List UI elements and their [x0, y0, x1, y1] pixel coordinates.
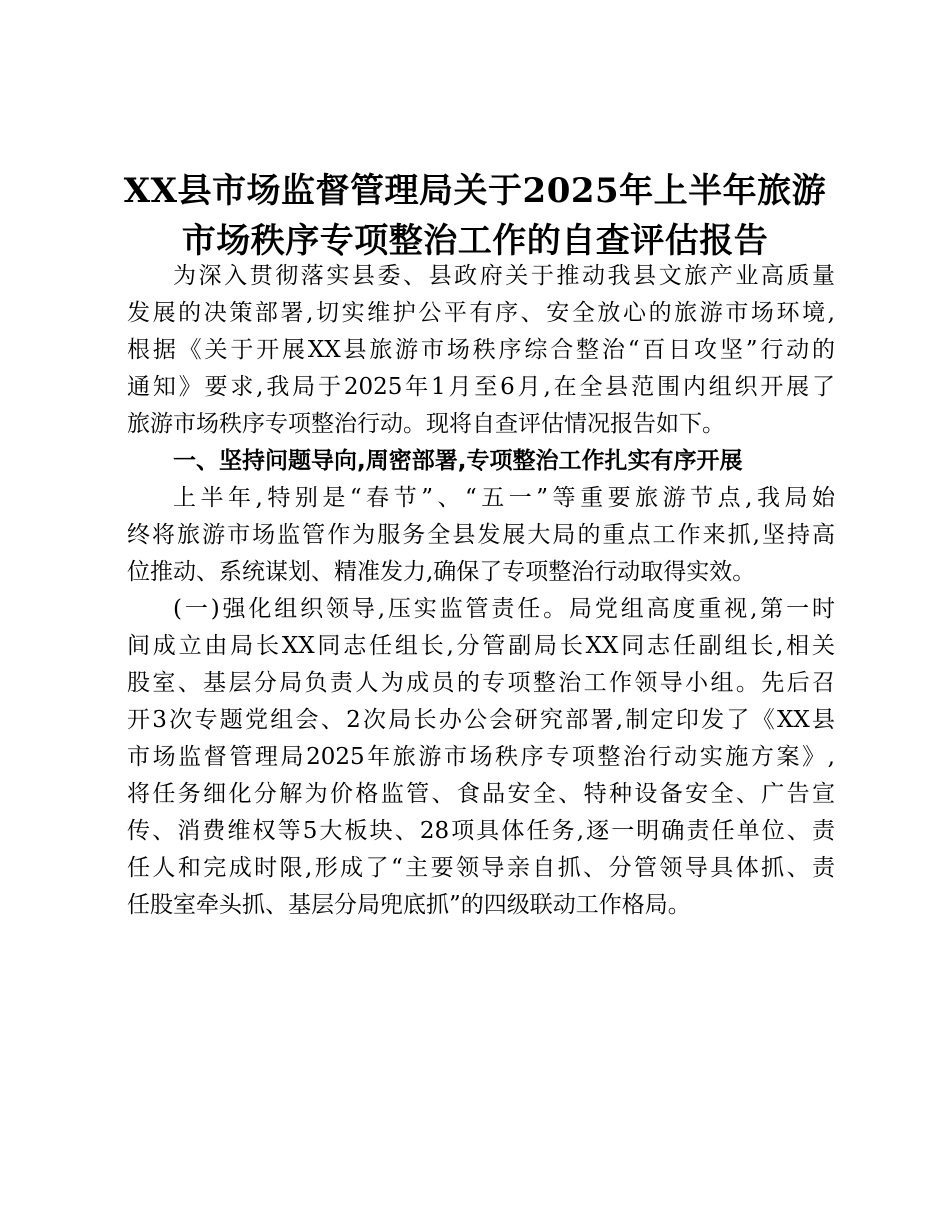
section-heading: 一、坚持问题导向,周密部署,专项整治工作扎实有序开展: [173, 448, 743, 474]
paragraph-line: 终将旅游市场监管作为服务全县发展大局的重点工作来抓,坚持高: [127, 522, 835, 548]
paragraph-line: 位推动、系统谋划、精准发力,确保了专项整治行动取得实效。: [127, 559, 756, 585]
paragraph-line: 旅游市场秩序专项整治行动。现将自查评估情况报告如下。: [127, 411, 725, 437]
title-line: 市场秩序专项整治工作的自查评估报告: [181, 221, 769, 261]
paragraph-line: 任股室牵头抓、基层分局兜底抓”的四级联动工作格局。: [127, 892, 691, 918]
paragraph-line: 发展的决策部署,切实维护公平有序、安全放心的旅游市场环境,: [127, 300, 835, 326]
document-body: [127, 258, 835, 924]
paragraph-line: 市场监督管理局2025年旅游市场秩序专项整治行动实施方案》,: [127, 744, 835, 770]
paragraph-line: 为深入贯彻落实县委、县政府关于推动我县文旅产业高质量: [173, 263, 835, 289]
paragraph-line: (一)强化组织领导,压实监管责任。局党组高度重视,第一时: [173, 596, 835, 622]
paragraph-line: 传、消费维权等5大板块、28项具体任务,逐一明确责任单位、责: [127, 818, 835, 844]
paragraph-line: 股室、基层分局负责人为成员的专项整治工作领导小组。先后召: [127, 670, 835, 696]
paragraph-line: 开3次专题党组会、2次局长办公会研究部署,制定印发了《XX县: [127, 707, 835, 733]
document-title: [100, 166, 850, 266]
paragraph-line: 通知》要求,我局于2025年1月至6月,在全县范围内组织开展了: [127, 374, 835, 400]
paragraph-line: 任人和完成时限,形成了“主要领导亲自抓、分管领导具体抓、责: [127, 855, 835, 881]
paragraph-line: 将任务细化分解为价格监管、食品安全、特种设备安全、广告宣: [127, 781, 835, 807]
paragraph-line: 间成立由局长XX同志任组长,分管副局长XX同志任副组长,相关: [127, 633, 835, 659]
paragraph-line: 根据《关于开展XX县旅游市场秩序综合整治“百日攻坚”行动的: [127, 337, 835, 363]
title-line: XX县市场监督管理局关于2025年上半年旅游: [123, 171, 827, 211]
paragraph-line: 上半年,特别是“春节”、“五一”等重要旅游节点,我局始: [173, 485, 835, 511]
